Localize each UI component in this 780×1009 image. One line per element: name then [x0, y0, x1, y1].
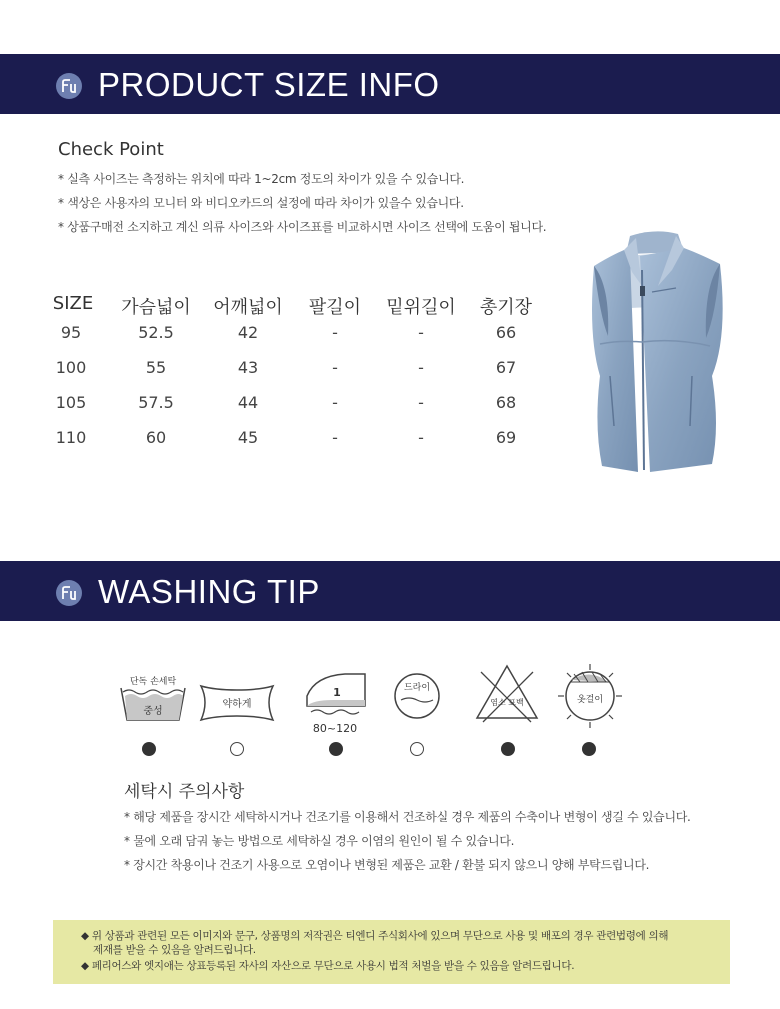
svg-text:염소 표백: 염소 표백: [490, 698, 524, 707]
check-note: * 실측 사이즈는 측정하는 위치에 따라 1~2cm 정도의 차이가 있을 수 있습니다.: [58, 172, 465, 186]
gentle-wash-icon: [195, 660, 279, 740]
table-cell: -: [332, 323, 338, 342]
table-cell: 66: [495, 323, 517, 342]
check-note: * 색상은 사용자의 모니터 와 비디오카드의 설정에 따라 차이가 있을수 있습니다.: [58, 196, 464, 210]
table-cell: 57.5: [138, 393, 174, 412]
table-cell: -: [418, 428, 424, 447]
wash-selected-dot: [329, 742, 343, 756]
wash-unselected-dot: [410, 742, 424, 756]
section-title: WASHING TIP: [98, 573, 320, 610]
copyright-text: ◆ 위 상품과 관련된 모든 이미지와 문구, 상품명의 저작권은 티엔디 주식회사에 있으며 무단으로 사용 및 배포의 경우 관련법령에 의해: [81, 930, 669, 942]
table-header: 가슴넓이: [121, 297, 191, 318]
svg-text:드라이: 드라이: [403, 683, 431, 693]
table-cell: -: [332, 358, 338, 377]
svg-text:중성: 중성: [143, 706, 163, 717]
table-cell: 45: [237, 428, 259, 447]
table-cell: 68: [495, 393, 517, 412]
hang-dry-shade-icon: [548, 660, 632, 740]
svg-text:옷걸이: 옷걸이: [576, 695, 604, 705]
size-info-header: [0, 54, 780, 114]
svg-text:약하게: 약하게: [222, 699, 252, 710]
check-point-title: Check Point: [58, 139, 164, 160]
table-cell: 42: [237, 323, 259, 342]
table-cell: -: [332, 428, 338, 447]
iron-icon: [293, 660, 377, 740]
table-cell: 110: [55, 428, 87, 447]
table-cell: 67: [495, 358, 517, 377]
caution-note: * 물에 오래 담궈 놓는 방법으로 세탁하실 경우 이염의 원인이 될 수 있습니다.: [124, 834, 515, 848]
table-cell: -: [332, 393, 338, 412]
trademark-text: ◆ 페리어스와 엣지애는 상표등록된 자사의 자산으로 무단으로 사용시 법적 처벌을 받을 수 있음을 알려드립니다.: [81, 960, 575, 972]
brand-logo-icon: [55, 579, 83, 607]
caution-title: 세탁시 주의사항: [124, 782, 245, 802]
vest-product-image: [580, 226, 730, 476]
table-cell: -: [418, 393, 424, 412]
copyright-text: 제재를 받을 수 있음을 알려드립니다.: [93, 944, 256, 956]
table-cell: 105: [55, 393, 87, 412]
washing-tip-header: [0, 561, 780, 621]
no-bleach-icon: [465, 660, 549, 740]
table-cell: 43: [237, 358, 259, 377]
dry-clean-icon: [375, 660, 459, 740]
caution-note: * 해당 제품을 장시간 세탁하시거나 건조기를 이용해서 건조하실 경우 제품의 수축이나 변형이 생길 수 있습니다.: [124, 810, 691, 824]
svg-text:1: 1: [333, 686, 341, 699]
brand-logo-icon: [55, 72, 83, 100]
section-title: PRODUCT SIZE INFO: [98, 66, 440, 103]
table-cell: -: [418, 323, 424, 342]
wash-selected-dot: [501, 742, 515, 756]
table-cell: 100: [55, 358, 87, 377]
hand-wash-icon: [111, 660, 195, 740]
wash-unselected-dot: [230, 742, 244, 756]
copyright-notice: [53, 920, 730, 984]
table-cell: 44: [237, 393, 259, 412]
table-cell: 55: [145, 358, 167, 377]
check-note: * 상품구매전 소지하고 계신 의류 사이즈와 사이즈표를 비교하시면 사이즈 선택에 도움이 됩니다.: [58, 220, 547, 234]
table-cell: 60: [145, 428, 167, 447]
svg-text:단독 손세탁: 단독 손세탁: [129, 677, 177, 687]
table-header: 어깨넓이: [213, 297, 283, 318]
table-header: 팔길이: [308, 297, 362, 318]
wash-selected-dot: [142, 742, 156, 756]
table-cell: 69: [495, 428, 517, 447]
svg-text:80~120: 80~120: [312, 722, 358, 735]
table-header: SIZE: [52, 293, 94, 314]
table-cell: 52.5: [138, 323, 174, 342]
table-cell: 95: [60, 323, 82, 342]
caution-note: * 장시간 착용이나 건조기 사용으로 오염이나 변형된 제품은 교환 / 환불 되지 않으니 양해 부탁드립니다.: [124, 858, 650, 872]
table-header: 밑위길이: [386, 297, 456, 318]
wash-selected-dot: [582, 742, 596, 756]
table-cell: -: [418, 358, 424, 377]
table-header: 총기장: [479, 297, 533, 318]
